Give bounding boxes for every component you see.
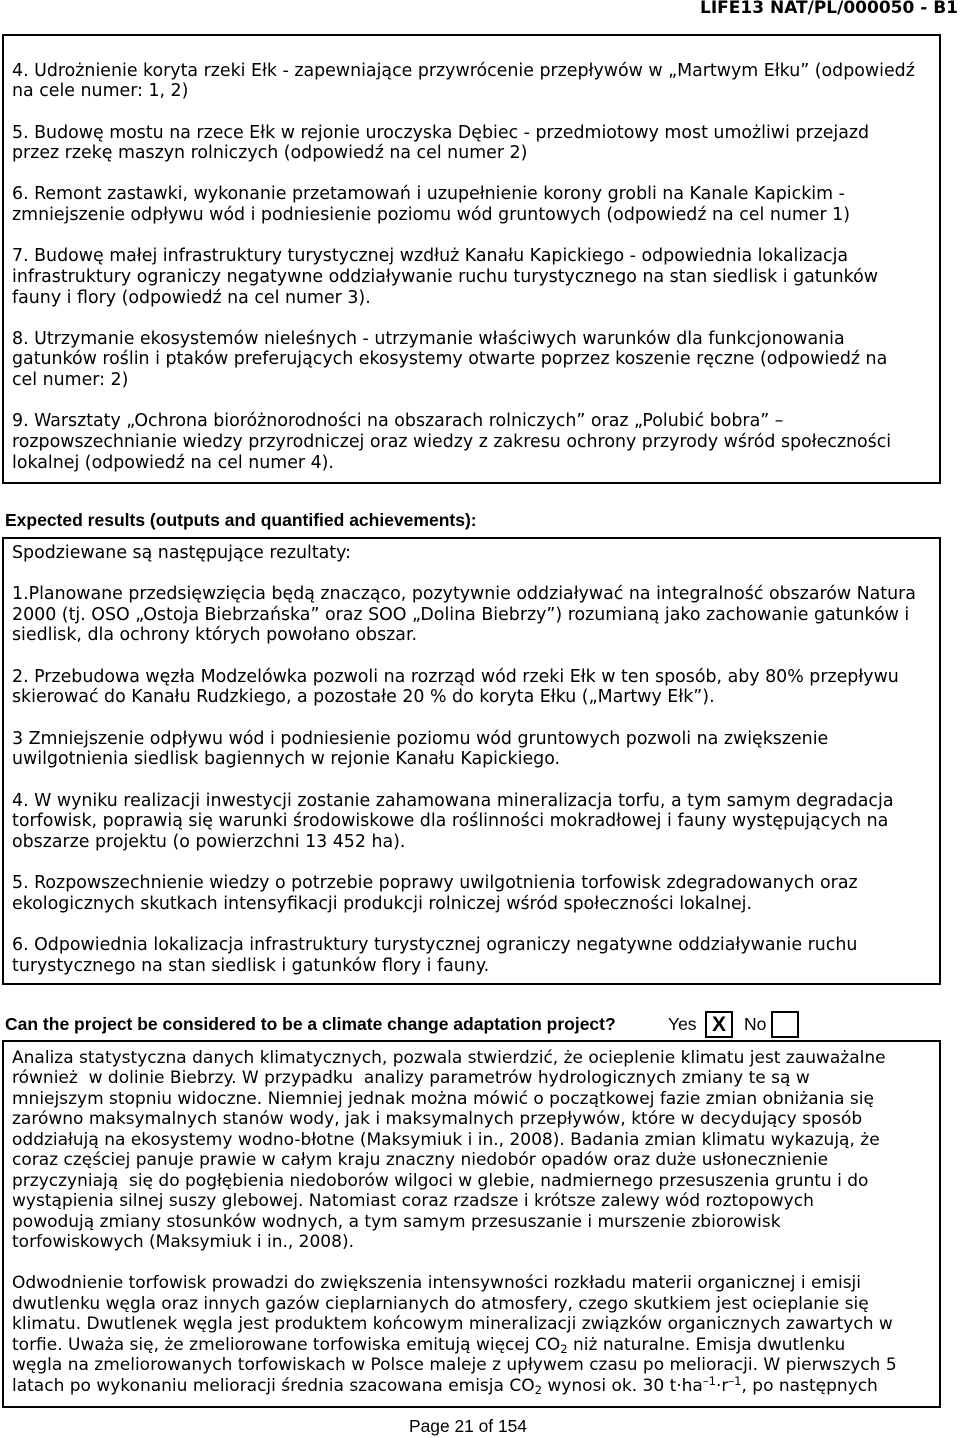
text-line [12,1335,845,1356]
text-line: rozpowszechnianie wiedzy przyrodniczej oraz wiedzy z zakresu ochrony przyrody wśród społeczności [12,431,892,452]
paragraph-peatland-emissions [12,1273,937,1396]
subscript: 2 [560,1341,568,1356]
text-line: klimatu. Dwutlenek węgla jest produktem końcowym mineralizacji związków organicznych zawartych w [12,1314,893,1335]
text-line: 5. Rozpowszechnienie wiedzy o potrzebie poprawy uwilgotnienia torfowisk zdegradowanych oraz [12,873,858,894]
text-line: turystycznego na stan siedlisk i gatunków flory i fauny. [12,955,490,976]
result-item-2 [12,667,937,708]
text-line: wystąpienia silnej suszy glebowej. Natomiast coraz rzadsze i krótsze zalewy wód roztopowych [12,1191,814,1212]
text-line: 3 Zmniejszenie odpływu wód i podniesienie poziomu wód gruntowych pozwoli na zwiększenie [12,728,829,749]
text-line: torfowiskowych (Maksymiuk i in., 2008). [12,1232,354,1253]
action-item-4 [12,61,937,102]
text-line: zarówno maksymalnych stanów wody, jak i maksymalnych przepływów, które w decydujący sposób [12,1109,863,1130]
climate-adaptation-question: Can the project be considered to be a climate change adaptation project? [5,1014,616,1034]
expected-results-intro: Spodziewane są następujące rezultaty: [12,542,352,563]
document-id: LIFE13 NAT/PL/000050 - B1 [700,0,958,18]
text-line: również w dolinie Biebrzy. W przypadku analizy parametrów hydrologicznych zmiany te są w [12,1068,810,1089]
text-line: obszarze projektu (o powierzchni 13 452 ha). [12,831,406,852]
text-line: 7. Budowę małej infrastruktury turystycznej wzdłuż Kanału Kapickiego - odpowiednia lokalizacja [12,246,849,267]
text-segment: torfie. Uważa się, że zmeliorowane torfowiska emitują więcej CO [12,1334,561,1355]
text-line: przez rzekę maszyn rolniczych (odpowiedź na cel numer 2) [12,143,528,164]
text-line: ekologicznych skutkach intensyfikacji produkcji rolniczej wśród społeczności lokalnej. [12,893,753,914]
paragraph-climate-analysis [12,1048,937,1253]
text-line: węgla na zmeliorowanych torfowiskach w Polsce maleje z upływem czasu po melioracji. W pierwszych 5 [12,1355,897,1376]
text-line: zmniejszenie odpływu wód i podniesienie poziomu wód gruntowych (odpowiedź na cel numer 1) [12,205,851,226]
text-segment: niż naturalne. Emisja dwutlenku [567,1334,846,1355]
text-line: coraz częściej panuje prawie w całym kraju znaczny niedobór opadów oraz duże usłonecznienie [12,1150,829,1171]
text-line: 2000 (tj. OSO „Ostoja Biebrzańska” oraz SOO „Dolina Biebrzy”) rozumianą jako zachowanie gatunków i [12,604,910,625]
action-item-6 [12,184,937,225]
text-line: infrastruktury ograniczy negatywne oddziaływanie ruchu turystycznego na stan siedlisk i gatunków [12,266,878,287]
text-line: 1.Planowane przedsięwzięcia będą znacząco, pozytywnie oddziaływać na integralność obszarów Natura [12,583,916,604]
text-line: lokalnej (odpowiedź na cel numer 4). [12,452,334,473]
action-item-9 [12,411,937,473]
text-line: 2. Przebudowa węzła Modzelówka pozwoli na rozrząd wód rzeki Ełk w ten sposób, aby 80% przepływu [12,666,899,687]
text-line: przyczyniają się do pogłębienia niedoborów wilgoci w glebie, nadmiernego przesuszenia gruntu i do [12,1170,869,1191]
result-item-4 [12,791,937,853]
text-segment: ·r [715,1375,729,1396]
result-item-1 [12,584,937,646]
text-line: torfowisk, poprawią się warunki środowiskowe dla roślinności mokradłowej i fauny występujących na [12,811,889,832]
text-line: dwutlenku węgla oraz innych gazów cieplarnianych do atmosfery, czego skutkiem jest ocieplanie się [12,1293,869,1314]
text-line: 6. Remont zastawki, wykonanie przetamowań i uzupełnienie korony grobli na Kanale Kapickim - [12,184,845,205]
yes-checkbox[interactable] [705,1011,733,1038]
action-item-8 [12,329,937,391]
text-line: siedlisk, dla ochrony których powołano obszar. [12,625,418,646]
text-line: Odwodnienie torfowisk prowadzi do zwiększenia intensywności rozkładu materii organicznej i emisji [12,1273,862,1294]
action-item-7 [12,246,937,308]
text-line: 5. Budowę mostu na rzece Ełk w rejonie uroczyska Dębiec - przedmiotowy most umożliwi przejazd [12,122,870,143]
text-line: powodują zmiany stosunków wodnych, a tym samym przesuszanie i murszenie zbiorowisk [12,1211,781,1232]
result-item-5 [12,873,937,914]
text-line: 4. Udrożnienie koryta rzeki Ełk - zapewniające przywrócenie przepływów w „Martwym Ełku” (odpowiedź [12,60,915,81]
subscript: 2 [534,1382,542,1397]
no-checkbox[interactable] [771,1011,799,1038]
text-line: 4. W wyniku realizacji inwestycji zostanie zahamowana mineralizacja torfu, a tym samym degradacja [12,790,894,811]
text-line: gatunków roślin i ptaków preferujących ekosystemy otwarte poprzez koszenie ręczne (odpowiedź na [12,349,888,370]
page-number: Page 21 of 154 [409,1416,527,1436]
result-item-3 [12,729,937,770]
expected-results-heading: Expected results (outputs and quantified achievements): [5,510,477,530]
climate-justification-box [2,1040,941,1408]
text-segment: wynosi ok. 30 t·ha [541,1375,703,1396]
yes-label: Yes [668,1014,697,1034]
text-segment: , po następnych [741,1375,878,1396]
text-line: 8. Utrzymanie ekosystemów nieleśnych - utrzymanie właściwych warunków dla funkcjonowania [12,328,845,349]
text-segment: latach po wykonaniu melioracji średnia szacowana emisja CO [12,1375,535,1396]
no-label: No [744,1014,767,1034]
text-line: skierować do Kanału Rudzkiego, a pozostałe 20 % do koryta Ełku („Martwy Ełk”). [12,687,715,708]
text-line: oddziałują na ekosystemy wodno-błotne (Maksymiuk i in., 2008). Badania zmian klimatu wykazują, że [12,1129,880,1150]
action-item-5 [12,123,937,164]
text-line: 6. Odpowiednia lokalizacja infrastruktury turystycznej ograniczy negatywne oddziaływanie ruchu [12,935,858,956]
text-line: cel numer: 2) [12,370,129,391]
text-line: Analiza statystyczna danych klimatycznych, pozwala stwierdzić, że ocieplenie klimatu jest zauważalne [12,1047,886,1068]
checkbox-x-mark: X [711,1013,726,1036]
text-line [12,1373,878,1397]
text-line: fauny i flory (odpowiedź na cel numer 3). [12,287,371,308]
superscript: –1 [702,1373,716,1388]
result-item-6 [12,935,937,976]
text-line: 9. Warsztaty „Ochrona bioróżnorodności na obszarach rolniczych” oraz „Polubić bobra” – [12,411,784,432]
text-line: mniejszym stopniu widoczne. Niemniej jednak można mówić o początkowej fazie zmian obniżania się [12,1088,874,1109]
expected-results-box [2,537,941,985]
text-line: na cele numer: 1, 2) [12,81,189,102]
text-line: uwilgotnienia siedlisk bagiennych w rejonie Kanału Kapickiego. [12,749,561,770]
project-actions-box [2,34,941,484]
superscript: –1 [728,1373,742,1388]
